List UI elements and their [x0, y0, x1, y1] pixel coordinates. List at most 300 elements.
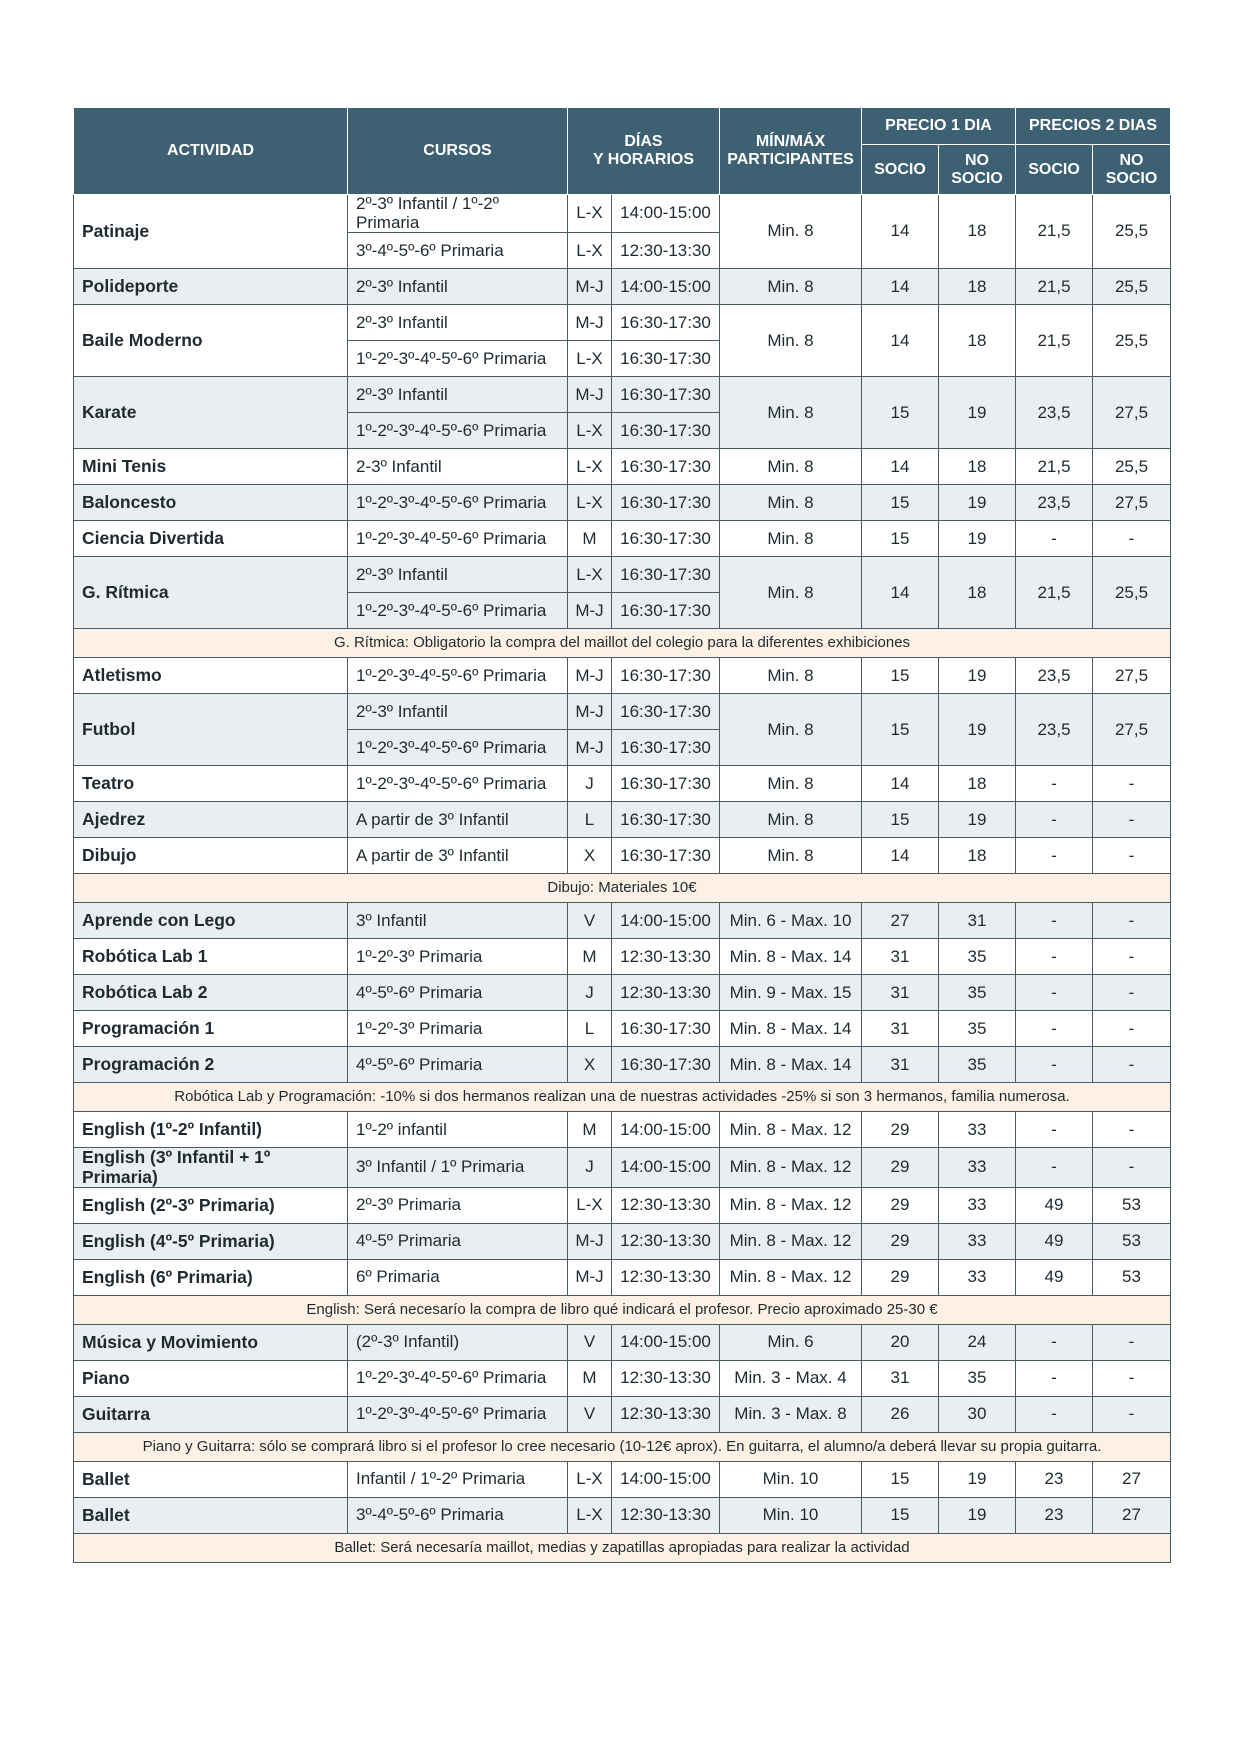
precio2-nosocio-cell: - — [1093, 939, 1171, 975]
activity-group — [74, 1461, 1171, 1497]
precio2-nosocio-cell: 53 — [1093, 1187, 1171, 1223]
precio1-nosocio-cell: 19 — [939, 658, 1016, 694]
activity-name: Programación 2 — [74, 1047, 348, 1083]
precio1-socio-cell: 31 — [862, 939, 939, 975]
activity-group — [74, 838, 1171, 874]
minmax-cell: Min. 8 — [720, 766, 862, 802]
header-minmax-line1: MÍN/MÁX — [755, 133, 826, 151]
activity-group — [74, 1047, 1171, 1083]
precio2-nosocio-cell: 27 — [1093, 1497, 1171, 1533]
table-row — [74, 557, 1171, 593]
precio1-socio-cell: 31 — [862, 1011, 939, 1047]
precio2-nosocio-cell: 27,5 — [1093, 485, 1171, 521]
precio2-nosocio-cell: 27,5 — [1093, 694, 1171, 766]
curso-cell: 2º-3º Primaria — [348, 1187, 568, 1223]
activity-group — [74, 1187, 1171, 1223]
horario-cell: 12:30-13:30 — [612, 1187, 720, 1223]
header-no: NO — [1119, 152, 1144, 170]
note-group — [74, 1295, 1171, 1324]
precio1-nosocio-cell: 18 — [939, 195, 1016, 269]
activity-group — [74, 521, 1171, 557]
curso-cell: 1º-2º infantil — [348, 1112, 568, 1148]
minmax-cell: Min. 8 - Max. 12 — [720, 1148, 862, 1188]
precio2-socio-cell: - — [1016, 1360, 1093, 1396]
precio2-nosocio-cell: - — [1093, 521, 1171, 557]
precio1-socio-cell: 29 — [862, 1148, 939, 1188]
precio1-nosocio-cell: 19 — [939, 521, 1016, 557]
dias-cell: L-X — [568, 341, 612, 377]
note-row — [74, 1432, 1171, 1461]
precio1-socio-cell: 15 — [862, 694, 939, 766]
precio1-socio-cell: 15 — [862, 377, 939, 449]
dias-cell: V — [568, 1396, 612, 1432]
horario-cell: 16:30-17:30 — [612, 413, 720, 449]
precio1-socio-cell: 27 — [862, 903, 939, 939]
curso-cell: 1º-2º-3º-4º-5º-6º Primaria — [348, 658, 568, 694]
precio2-nosocio-cell: 27,5 — [1093, 377, 1171, 449]
horario-cell: 14:00-15:00 — [612, 903, 720, 939]
precio2-socio-cell: 23,5 — [1016, 658, 1093, 694]
dias-cell: L-X — [568, 485, 612, 521]
precio1-nosocio-cell: 18 — [939, 305, 1016, 377]
minmax-cell: Min. 3 - Max. 4 — [720, 1360, 862, 1396]
minmax-cell: Min. 8 - Max. 12 — [720, 1112, 862, 1148]
precio1-socio-cell: 20 — [862, 1324, 939, 1360]
precio1-nosocio-cell: 35 — [939, 939, 1016, 975]
table-row — [74, 1324, 1171, 1360]
dias-cell: M — [568, 1112, 612, 1148]
table-row — [74, 195, 1171, 233]
dias-cell: M — [568, 521, 612, 557]
activity-name: Ciencia Divertida — [74, 521, 348, 557]
activities-table-wrapper — [73, 107, 1170, 1563]
horario-cell: 14:00-15:00 — [612, 1112, 720, 1148]
activity-name: Mini Tenis — [74, 449, 348, 485]
horario-cell: 16:30-17:30 — [612, 305, 720, 341]
minmax-cell: Min. 8 — [720, 658, 862, 694]
precio2-nosocio-cell: - — [1093, 903, 1171, 939]
header-socio: SOCIO — [1105, 169, 1158, 187]
minmax-cell: Min. 6 — [720, 1324, 862, 1360]
precio2-nosocio-cell: 53 — [1093, 1223, 1171, 1259]
precio1-socio-cell: 29 — [862, 1223, 939, 1259]
activity-name: Ballet — [74, 1497, 348, 1533]
note-text: G. Rítmica: Obligatorio la compra del maillot del colegio para la diferentes exhibiciones — [74, 629, 1171, 658]
activity-name: Piano — [74, 1360, 348, 1396]
activity-group — [74, 449, 1171, 485]
precio2-socio-cell: 21,5 — [1016, 449, 1093, 485]
header-p1-socio: SOCIO — [862, 145, 939, 195]
activity-group — [74, 1223, 1171, 1259]
curso-cell: A partir de 3º Infantil — [348, 838, 568, 874]
minmax-cell: Min. 8 — [720, 694, 862, 766]
minmax-cell: Min. 8 — [720, 838, 862, 874]
table-row — [74, 1148, 1171, 1188]
activity-group — [74, 1148, 1171, 1188]
note-group — [74, 874, 1171, 903]
precio2-nosocio-cell: - — [1093, 1396, 1171, 1432]
header-minmax — [720, 108, 862, 195]
precio1-socio-cell: 29 — [862, 1112, 939, 1148]
precio2-nosocio-cell: - — [1093, 766, 1171, 802]
header-minmax-line2: PARTICIPANTES — [727, 151, 854, 168]
precio2-socio-cell: - — [1016, 903, 1093, 939]
dias-cell: M-J — [568, 1259, 612, 1295]
table-row — [74, 1461, 1171, 1497]
minmax-cell: Min. 8 - Max. 12 — [720, 1259, 862, 1295]
precio1-nosocio-cell: 33 — [939, 1148, 1016, 1188]
precio2-nosocio-cell: 25,5 — [1093, 305, 1171, 377]
curso-cell: 1º-2º-3º-4º-5º-6º Primaria — [348, 485, 568, 521]
activities-table — [73, 107, 1171, 1563]
curso-cell: 3º Infantil / 1º Primaria — [348, 1148, 568, 1188]
minmax-cell: Min. 8 — [720, 521, 862, 557]
curso-cell: 3º-4º-5º-6º Primaria — [348, 1497, 568, 1533]
precio2-socio-cell: 49 — [1016, 1223, 1093, 1259]
precio2-socio-cell: - — [1016, 1112, 1093, 1148]
precio2-socio-cell: 49 — [1016, 1259, 1093, 1295]
precio2-socio-cell: 21,5 — [1016, 305, 1093, 377]
precio2-socio-cell: - — [1016, 975, 1093, 1011]
horario-cell: 14:00-15:00 — [612, 195, 720, 233]
activity-name: Atletismo — [74, 658, 348, 694]
precio1-nosocio-cell: 18 — [939, 766, 1016, 802]
curso-cell: 2-3º Infantil — [348, 449, 568, 485]
precio2-nosocio-cell: - — [1093, 975, 1171, 1011]
horario-cell: 16:30-17:30 — [612, 377, 720, 413]
precio1-nosocio-cell: 33 — [939, 1187, 1016, 1223]
header-actividad: ACTIVIDAD — [74, 108, 348, 195]
activity-name: English (6º Primaria) — [74, 1259, 348, 1295]
note-text: Ballet: Será necesaría maillot, medias y zapatillas apropiadas para realizar la actividad — [74, 1533, 1171, 1562]
minmax-cell: Min. 8 - Max. 12 — [720, 1223, 862, 1259]
note-row — [74, 874, 1171, 903]
curso-cell: 4º-5º-6º Primaria — [348, 975, 568, 1011]
header-no: NO — [965, 152, 989, 170]
precio1-socio-cell: 15 — [862, 1461, 939, 1497]
activity-group — [74, 377, 1171, 449]
precio1-socio-cell: 14 — [862, 195, 939, 269]
horario-cell: 16:30-17:30 — [612, 449, 720, 485]
activity-name: Ajedrez — [74, 802, 348, 838]
precio1-nosocio-cell: 35 — [939, 1360, 1016, 1396]
curso-cell: (2º-3º Infantil) — [348, 1324, 568, 1360]
header-dias-horarios — [568, 108, 720, 195]
table-row — [74, 1396, 1171, 1432]
note-text: Dibujo: Materiales 10€ — [74, 874, 1171, 903]
precio1-nosocio-cell: 19 — [939, 694, 1016, 766]
activity-group — [74, 1324, 1171, 1360]
precio2-socio-cell: 23,5 — [1016, 694, 1093, 766]
horario-cell: 16:30-17:30 — [612, 1047, 720, 1083]
minmax-cell: Min. 8 — [720, 305, 862, 377]
precio1-nosocio-cell: 19 — [939, 485, 1016, 521]
minmax-cell: Min. 8 — [720, 269, 862, 305]
table-row — [74, 485, 1171, 521]
activity-group — [74, 1497, 1171, 1533]
precio2-socio-cell: - — [1016, 521, 1093, 557]
curso-cell: 2º-3º Infantil — [348, 557, 568, 593]
horario-cell: 14:00-15:00 — [612, 1461, 720, 1497]
precio2-nosocio-cell: - — [1093, 1112, 1171, 1148]
horario-cell: 16:30-17:30 — [612, 730, 720, 766]
curso-cell: 3º Infantil — [348, 903, 568, 939]
activity-name: Polideporte — [74, 269, 348, 305]
precio2-socio-cell: - — [1016, 1011, 1093, 1047]
activity-name: English (2º-3º Primaria) — [74, 1187, 348, 1223]
minmax-cell: Min. 8 — [720, 802, 862, 838]
horario-cell: 16:30-17:30 — [612, 557, 720, 593]
precio1-nosocio-cell: 33 — [939, 1112, 1016, 1148]
dias-cell: L-X — [568, 195, 612, 233]
header-precios-2-dias: PRECIOS 2 DIAS — [1016, 108, 1171, 145]
minmax-cell: Min. 10 — [720, 1461, 862, 1497]
dias-cell: L-X — [568, 1187, 612, 1223]
dias-cell: L-X — [568, 1497, 612, 1533]
horario-cell: 16:30-17:30 — [612, 593, 720, 629]
precio1-socio-cell: 15 — [862, 802, 939, 838]
activity-name: Programación 1 — [74, 1011, 348, 1047]
activity-group — [74, 802, 1171, 838]
precio2-nosocio-cell: 25,5 — [1093, 449, 1171, 485]
table-row — [74, 521, 1171, 557]
precio2-nosocio-cell: - — [1093, 1011, 1171, 1047]
horario-cell: 12:30-13:30 — [612, 233, 720, 269]
dias-cell: M — [568, 1360, 612, 1396]
table-row — [74, 903, 1171, 939]
dias-cell: J — [568, 975, 612, 1011]
precio1-socio-cell: 15 — [862, 521, 939, 557]
minmax-cell: Min. 8 — [720, 377, 862, 449]
activity-name: Robótica Lab 1 — [74, 939, 348, 975]
minmax-cell: Min. 9 - Max. 15 — [720, 975, 862, 1011]
note-text: English: Será necesarío la compra de libro qué indicará el profesor. Precio aproximado 25-30 € — [74, 1295, 1171, 1324]
horario-cell: 16:30-17:30 — [612, 802, 720, 838]
horario-cell: 12:30-13:30 — [612, 1223, 720, 1259]
note-group — [74, 1432, 1171, 1461]
precio1-socio-cell: 31 — [862, 1047, 939, 1083]
activity-name: Dibujo — [74, 838, 348, 874]
note-row — [74, 1533, 1171, 1562]
precio1-nosocio-cell: 19 — [939, 377, 1016, 449]
curso-cell: 2º-3º Infantil / 1º-2º Primaria — [348, 195, 568, 233]
minmax-cell: Min. 6 - Max. 10 — [720, 903, 862, 939]
table-row — [74, 1259, 1171, 1295]
curso-cell: 4º-5º-6º Primaria — [348, 1047, 568, 1083]
precio1-nosocio-cell: 18 — [939, 449, 1016, 485]
precio2-socio-cell: 21,5 — [1016, 557, 1093, 629]
activity-group — [74, 1112, 1171, 1148]
precio1-nosocio-cell: 35 — [939, 1011, 1016, 1047]
dias-cell: M-J — [568, 269, 612, 305]
activity-name: Baile Moderno — [74, 305, 348, 377]
activity-name: Futbol — [74, 694, 348, 766]
precio1-nosocio-cell: 18 — [939, 269, 1016, 305]
precio1-socio-cell: 31 — [862, 975, 939, 1011]
precio1-nosocio-cell: 35 — [939, 975, 1016, 1011]
horario-cell: 12:30-13:30 — [612, 1259, 720, 1295]
activity-name: Karate — [74, 377, 348, 449]
table-row — [74, 939, 1171, 975]
activity-name: Robótica Lab 2 — [74, 975, 348, 1011]
precio2-socio-cell: - — [1016, 838, 1093, 874]
table-row — [74, 1497, 1171, 1533]
precio2-socio-cell: - — [1016, 1396, 1093, 1432]
activity-name: Baloncesto — [74, 485, 348, 521]
horario-cell: 16:30-17:30 — [612, 485, 720, 521]
precio2-socio-cell: 23 — [1016, 1497, 1093, 1533]
minmax-cell: Min. 3 - Max. 8 — [720, 1396, 862, 1432]
precio2-socio-cell: 21,5 — [1016, 195, 1093, 269]
horario-cell: 16:30-17:30 — [612, 838, 720, 874]
precio1-socio-cell: 14 — [862, 557, 939, 629]
precio1-socio-cell: 14 — [862, 766, 939, 802]
dias-cell: V — [568, 1324, 612, 1360]
activity-group — [74, 658, 1171, 694]
curso-cell: 1º-2º-3º Primaria — [348, 1011, 568, 1047]
curso-cell: 1º-2º-3º-4º-5º-6º Primaria — [348, 593, 568, 629]
horario-cell: 16:30-17:30 — [612, 1011, 720, 1047]
table-header — [74, 108, 1171, 195]
precio2-socio-cell: 21,5 — [1016, 269, 1093, 305]
precio1-socio-cell: 14 — [862, 838, 939, 874]
activity-group — [74, 557, 1171, 629]
dias-cell: X — [568, 838, 612, 874]
minmax-cell: Min. 8 — [720, 195, 862, 269]
horario-cell: 16:30-17:30 — [612, 766, 720, 802]
table-row — [74, 1223, 1171, 1259]
precio2-socio-cell: 49 — [1016, 1187, 1093, 1223]
activity-group — [74, 903, 1171, 939]
activity-name: Guitarra — [74, 1396, 348, 1432]
note-group — [74, 1533, 1171, 1562]
precio1-socio-cell: 15 — [862, 658, 939, 694]
precio2-nosocio-cell: 27,5 — [1093, 658, 1171, 694]
activity-group — [74, 305, 1171, 377]
horario-cell: 12:30-13:30 — [612, 1396, 720, 1432]
precio1-nosocio-cell: 35 — [939, 1047, 1016, 1083]
dias-cell: L — [568, 802, 612, 838]
precio2-socio-cell: - — [1016, 766, 1093, 802]
precio1-nosocio-cell: 19 — [939, 1497, 1016, 1533]
table-row — [74, 658, 1171, 694]
table-row — [74, 377, 1171, 413]
activity-group — [74, 1259, 1171, 1295]
activity-group — [74, 1360, 1171, 1396]
dias-cell: L-X — [568, 449, 612, 485]
horario-cell: 16:30-17:30 — [612, 521, 720, 557]
precio2-nosocio-cell: - — [1093, 802, 1171, 838]
precio1-nosocio-cell: 33 — [939, 1223, 1016, 1259]
table-row — [74, 802, 1171, 838]
activity-group — [74, 269, 1171, 305]
activity-name: Ballet — [74, 1461, 348, 1497]
precio2-nosocio-cell: - — [1093, 1360, 1171, 1396]
minmax-cell: Min. 8 — [720, 557, 862, 629]
dias-cell: L-X — [568, 413, 612, 449]
precio2-socio-cell: - — [1016, 1148, 1093, 1188]
table-row — [74, 449, 1171, 485]
horario-cell: 12:30-13:30 — [612, 975, 720, 1011]
precio2-nosocio-cell: - — [1093, 1047, 1171, 1083]
dias-cell: M-J — [568, 377, 612, 413]
header-dias-line1: DÍAS — [624, 133, 663, 151]
curso-cell: 1º-2º-3º-4º-5º-6º Primaria — [348, 341, 568, 377]
table-row — [74, 1360, 1171, 1396]
precio1-socio-cell: 31 — [862, 1360, 939, 1396]
curso-cell: Infantil / 1º-2º Primaria — [348, 1461, 568, 1497]
precio2-socio-cell: - — [1016, 802, 1093, 838]
table-row — [74, 1047, 1171, 1083]
horario-cell: 12:30-13:30 — [612, 1497, 720, 1533]
table-row — [74, 1112, 1171, 1148]
curso-cell: 1º-2º-3º Primaria — [348, 939, 568, 975]
curso-cell: 1º-2º-3º-4º-5º-6º Primaria — [348, 766, 568, 802]
precio1-socio-cell: 14 — [862, 269, 939, 305]
table-row — [74, 305, 1171, 341]
precio1-socio-cell: 26 — [862, 1396, 939, 1432]
dias-cell: M-J — [568, 593, 612, 629]
curso-cell: A partir de 3º Infantil — [348, 802, 568, 838]
precio1-nosocio-cell: 18 — [939, 838, 1016, 874]
dias-cell: M — [568, 939, 612, 975]
curso-cell: 6º Primaria — [348, 1259, 568, 1295]
horario-cell: 16:30-17:30 — [612, 694, 720, 730]
precio2-socio-cell: 23 — [1016, 1461, 1093, 1497]
activity-group — [74, 195, 1171, 269]
activity-group — [74, 939, 1171, 975]
dias-cell: J — [568, 1148, 612, 1188]
dias-cell: L-X — [568, 557, 612, 593]
precio2-socio-cell: - — [1016, 1047, 1093, 1083]
precio2-nosocio-cell: - — [1093, 1148, 1171, 1188]
curso-cell: 2º-3º Infantil — [348, 305, 568, 341]
table-row — [74, 975, 1171, 1011]
precio2-nosocio-cell: 53 — [1093, 1259, 1171, 1295]
precio1-socio-cell: 15 — [862, 485, 939, 521]
note-group — [74, 1083, 1171, 1112]
activity-group — [74, 485, 1171, 521]
precio1-socio-cell: 15 — [862, 1497, 939, 1533]
header-socio: SOCIO — [951, 169, 1003, 187]
curso-cell: 1º-2º-3º-4º-5º-6º Primaria — [348, 1396, 568, 1432]
curso-cell: 1º-2º-3º-4º-5º-6º Primaria — [348, 521, 568, 557]
precio2-socio-cell: 23,5 — [1016, 377, 1093, 449]
activity-name: English (1º-2º Infantil) — [74, 1112, 348, 1148]
minmax-cell: Min. 8 - Max. 12 — [720, 1187, 862, 1223]
dias-cell: L — [568, 1011, 612, 1047]
precio1-nosocio-cell: 24 — [939, 1324, 1016, 1360]
precio2-nosocio-cell: 27 — [1093, 1461, 1171, 1497]
horario-cell: 12:30-13:30 — [612, 1360, 720, 1396]
header-p2-no-socio — [1093, 145, 1171, 195]
header-dias-line2: Y HORARIOS — [592, 151, 695, 168]
precio2-socio-cell: - — [1016, 939, 1093, 975]
table-row — [74, 838, 1171, 874]
minmax-cell: Min. 8 — [720, 485, 862, 521]
note-row — [74, 1295, 1171, 1324]
minmax-cell: Min. 8 - Max. 14 — [720, 1047, 862, 1083]
curso-cell: 2º-3º Infantil — [348, 269, 568, 305]
minmax-cell: Min. 10 — [720, 1497, 862, 1533]
table-row — [74, 1187, 1171, 1223]
curso-cell: 2º-3º Infantil — [348, 694, 568, 730]
precio1-socio-cell: 29 — [862, 1259, 939, 1295]
precio2-socio-cell: 23,5 — [1016, 485, 1093, 521]
note-row — [74, 1083, 1171, 1112]
precio1-nosocio-cell: 18 — [939, 557, 1016, 629]
precio1-nosocio-cell: 30 — [939, 1396, 1016, 1432]
